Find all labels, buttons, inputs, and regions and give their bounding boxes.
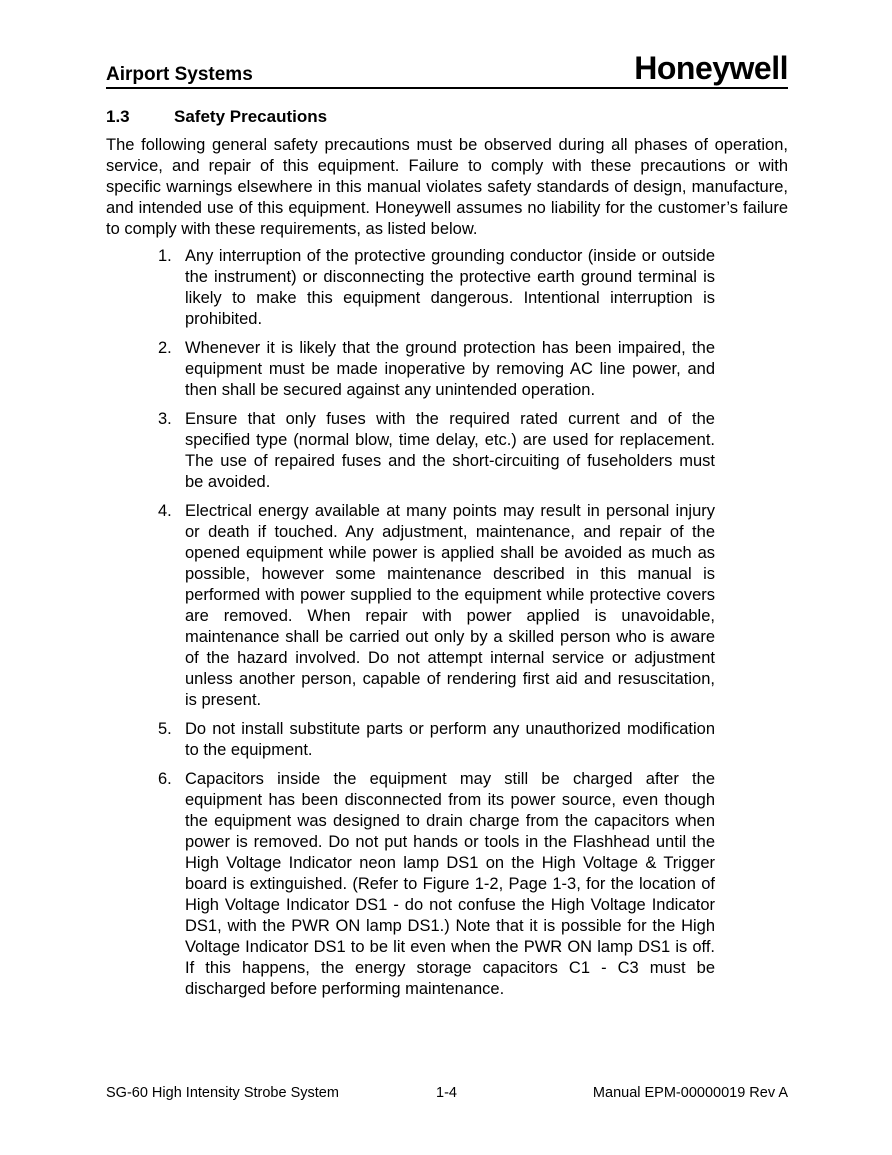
list-item-number: 3.: [158, 410, 172, 428]
list-item: [106, 769, 788, 1000]
list-item-text: Any interruption of the protective grounding conductor (inside or outside the instrument) or disconnecting the protective earth ground terminal is likely to make this equipment dangerous. Intentional interruption is prohibited.: [185, 247, 715, 328]
list-item-text: Ensure that only fuses with the required rated current and of the specified type (normal blow, time delay, etc.) are used for replacement. The use of repaired fuses and the short-circuiting of fuseholders must be avoided.: [185, 410, 715, 491]
section-heading: [106, 107, 327, 127]
list-item: [106, 338, 788, 401]
section-title: Safety Precautions: [174, 107, 328, 126]
list-item-number: 2.: [158, 339, 172, 357]
precaution-list: [106, 246, 788, 1008]
section-number: 1.3: [106, 107, 130, 126]
list-item-number: 5.: [158, 720, 172, 738]
list-item: [106, 246, 788, 330]
page-footer: [106, 1085, 788, 1105]
list-item-number: 1.: [158, 247, 172, 265]
footer-product: SG-60 High Intensity Strobe System: [106, 1085, 339, 1101]
list-item-text: Do not install substitute parts or perform any unauthorized modification to the equipment.: [185, 720, 715, 759]
honeywell-logo: Honeywell: [634, 50, 788, 86]
list-item: [106, 501, 788, 711]
header-title: Airport Systems: [106, 64, 253, 85]
list-item-number: 6.: [158, 770, 172, 788]
list-item: [106, 719, 788, 761]
list-item-text: Whenever it is likely that the ground protection has been impaired, the equipment must be made inoperative by removing AC line power, and then shall be secured against any unintended operation.: [185, 339, 715, 399]
list-item-text: Electrical energy available at many points may result in personal injury or death if touched. Any adjustment, maintenance, and repair of the opened equipment while power is applied shall be avoided as much as possible, however some maintenance described in this manual is performed with power supplied to the equipment while protective covers are removed. When repair with power applied is unavoidable, maintenance shall be carried out only by a skilled person who is aware of the hazard involved. Do not attempt internal service or adjustment unless another person, capable of rendering first aid and resuscitation, is present.: [185, 502, 715, 709]
intro-paragraph: The following general safety precautions must be observed during all phases of operation, service, and repair of this equipment. Failure to comply with these precautions or with specific warnings elsewhere in this manual violates safety standards of design, manufacture, and intended use of this equipment. Honeywell assumes no liability for the customer’s failure to comply with these requirements, as listed below.: [106, 136, 788, 238]
footer-page-number: 1-4: [436, 1085, 457, 1101]
footer-manual-id: Manual EPM-00000019 Rev A: [592, 1085, 788, 1101]
list-item-text: Capacitors inside the equipment may still be charged after the equipment has been disconnected from its power source, even though the equipment was designed to drain charge from the capacitors when power is removed. Do not put hands or tools in the Flashhead until the High Voltage Indicator neon lamp DS1 on the High Voltage & Trigger board is extinguished. (Refer to Figure 1-2, Page 1-3, for the location of High Voltage Indicator DS1 - do not confuse the High Voltage Indicator DS1, with the PWR ON lamp DS1.) Note that it is possible for the High Voltage Indicator DS1 to be lit even when the PWR ON lamp DS1 is off. If this happens, the energy storage capacitors C1 - C3 must be discharged before performing maintenance.: [185, 770, 715, 998]
list-item: [106, 409, 788, 493]
list-item-number: 4.: [158, 502, 172, 520]
page-header: [106, 50, 788, 90]
header-divider: [106, 87, 788, 89]
